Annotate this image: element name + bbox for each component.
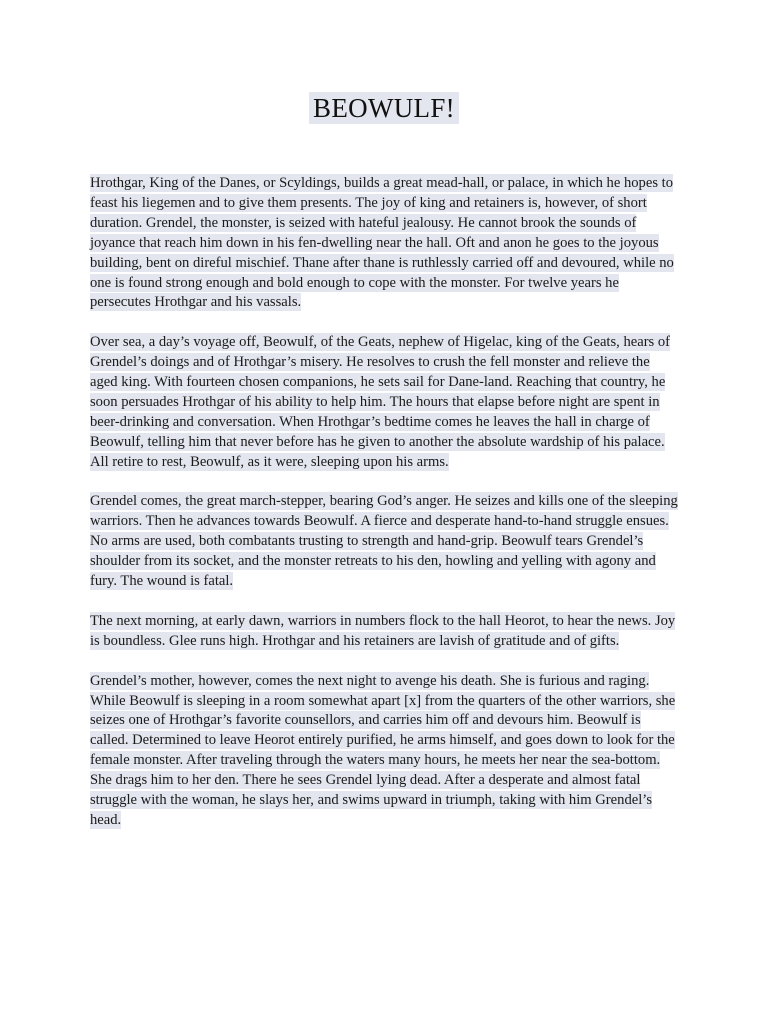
paragraph-4 xyxy=(90,612,680,652)
paragraph-5 xyxy=(90,672,680,831)
paragraph-3 xyxy=(90,492,680,592)
paragraph-text: Over sea, a day’s voyage off, Beowulf, of the Geats, nephew of Higelac, king of the Geats, hears of Grendel’s doings and of Hrothgar’s misery. He resolves to crush the fell monster and relieve the aged king. With fourteen chosen companions, he sets sail for Dane-land. Reaching that country, he soon persuades Hrothgar of his ability to help him. The hours that elapse before night are spent in beer-drinking and conversation. When Hrothgar’s bedtime comes he leaves the hall in charge of Beowulf, telling him that never before has he given to another the absolute wardship of his palace. All retire to rest, Beowulf, as it were, sleeping upon his arms. xyxy=(90,334,671,470)
paragraph-text: The next morning, at early dawn, warriors in numbers flock to the hall Heorot, to hear the news. Joy is boundless. Glee runs high. Hrothgar and his retainers are lavish of gratitude and of gifts. xyxy=(90,612,676,649)
paragraph-1 xyxy=(90,174,680,313)
paragraph-text: Grendel comes, the great march-stepper, bearing God’s anger. He seizes and kills one of the sleeping warriors. Then he advances towards Beowulf. A fierce and desperate hand-to-hand struggle ensues. No arms are used, both combatants trusting to strength and hand-grip. Beowulf tears Grendel’s shoulder from its socket, and the monster retreats to his den, howling and yelling with agony and fury. The wound is fatal. xyxy=(90,493,678,590)
paragraph-text: Hrothgar, King of the Danes, or Scyldings, builds a great mead-hall, or palace, in which he hopes to feast his liegemen and to give them presents. The joy of king and retainers is, however, of short duration. Grendel, the monster, is seized with hateful jealousy. He cannot brook the sounds of joyance that reach him down in his fen-dwelling near the hall. Oft and anon he goes to the joyous building, bent on direful mischief. Thane after thane is ruthlessly carried off and devoured, while no one is found strong enough and bold enough to cope with the monster. For twelve years he persecutes Hrothgar and his vassals. xyxy=(90,175,674,311)
document-title: BEOWULF! xyxy=(309,92,459,124)
paragraph-text: Grendel’s mother, however, comes the next night to avenge his death. She is furious and raging. While Beowulf is sleeping in a room somewhat apart [x] from the quarters of the other warriors, she seizes one of Hrothgar’s favorite counsellors, and carries him off and devours him. Beowulf is called. Determined to leave Heorot entirely purified, he arms himself, and goes down to look for the female monster. After traveling through the waters many hours, he meets her near the sea-bottom. She drags him to her den. There he sees Grendel lying dead. After a desperate and almost fatal struggle with the woman, he slays her, and swims upward in triumph, taking with him Grendel’s head. xyxy=(90,672,676,828)
title-container xyxy=(0,92,768,124)
document-body xyxy=(90,174,680,851)
paragraph-2 xyxy=(90,333,680,472)
